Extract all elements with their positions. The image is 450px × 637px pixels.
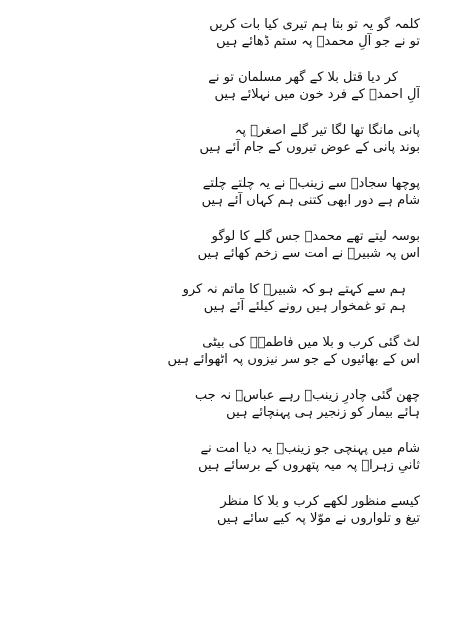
stanza bbox=[40, 334, 420, 368]
stanza bbox=[40, 69, 420, 103]
poem-line: ہائے بیمار کو زنجیر ہی پہنچائے ہیں bbox=[226, 405, 420, 420]
poem-line: کر دیا قتل بلا کے گھر مسلمان تو نے bbox=[208, 70, 398, 85]
poem-line: چھن گئی چادرِ زینبؑ رہے عباسؑ نہ جب bbox=[194, 388, 420, 403]
poem-line: شام میں پہنچی جو زینبؑ یہ دیا امت نے bbox=[200, 441, 420, 456]
stanza bbox=[40, 387, 420, 421]
stanza bbox=[40, 493, 420, 527]
poem-line: اس کے بھائیوں کے جو سر نیزوں پہ اٹھوائے ہیں bbox=[167, 352, 420, 367]
poem-line: تیغ و تلواروں نے موّلا پہ کیے سائے ہیں bbox=[217, 511, 420, 526]
poem-text bbox=[40, 16, 420, 527]
poem-line: بوسہ لیتے تھے محمدؐ جس گلے کا لوگو bbox=[211, 229, 420, 244]
poem-line: شام ہے دور ابھی کتنی ہم کہاں آئے ہیں bbox=[201, 193, 420, 208]
poem-line: اس پہ شبیرؑ نے امت سے زخم کھائے ہیں bbox=[197, 246, 420, 261]
stanza bbox=[40, 281, 420, 315]
poem-line: ہم سے کہتے ہو کہ شبیرؑ کا ماتم نہ کرو bbox=[182, 282, 406, 297]
stanza bbox=[40, 16, 420, 50]
poem-line: ثانیِ زہراؑ پہ میہ پتھروں کے برسائے ہیں bbox=[198, 458, 420, 473]
stanza bbox=[40, 122, 420, 156]
poem-line: تو نے جو آلِ محمدؐ پہ ستم ڈھائے ہیں bbox=[216, 34, 420, 49]
poem-line: لٹ گئی کرب و بلا میں فاطمہؑ کی بیٹی bbox=[202, 335, 420, 350]
poem-line: کیسے منظور لکھے کرب و بلا کا منظر bbox=[220, 494, 420, 509]
stanza bbox=[40, 440, 420, 474]
poem-line: پوچھا سجادؑ سے زینبؑ نے یہ چلتے چلتے bbox=[202, 176, 420, 191]
poem-line: ہم تو غمخوار ہیں رونے کیلئے آئے ہیں bbox=[203, 299, 406, 314]
poem-line: کلمہ گو یہ تو بتا ہم تیری کیا بات کریں bbox=[209, 17, 420, 32]
poem-line: آلِ احمدؐ کے فرد خون میں نہلائے ہیں bbox=[214, 87, 420, 102]
poem-line: بوند پانی کے عوض تیروں کے جام آئے ہیں bbox=[199, 140, 420, 155]
poem-line: پانی مانگا تھا لگا تیر گلے اصغرؑ پہ bbox=[234, 123, 420, 138]
stanza bbox=[40, 228, 420, 262]
stanza bbox=[40, 175, 420, 209]
